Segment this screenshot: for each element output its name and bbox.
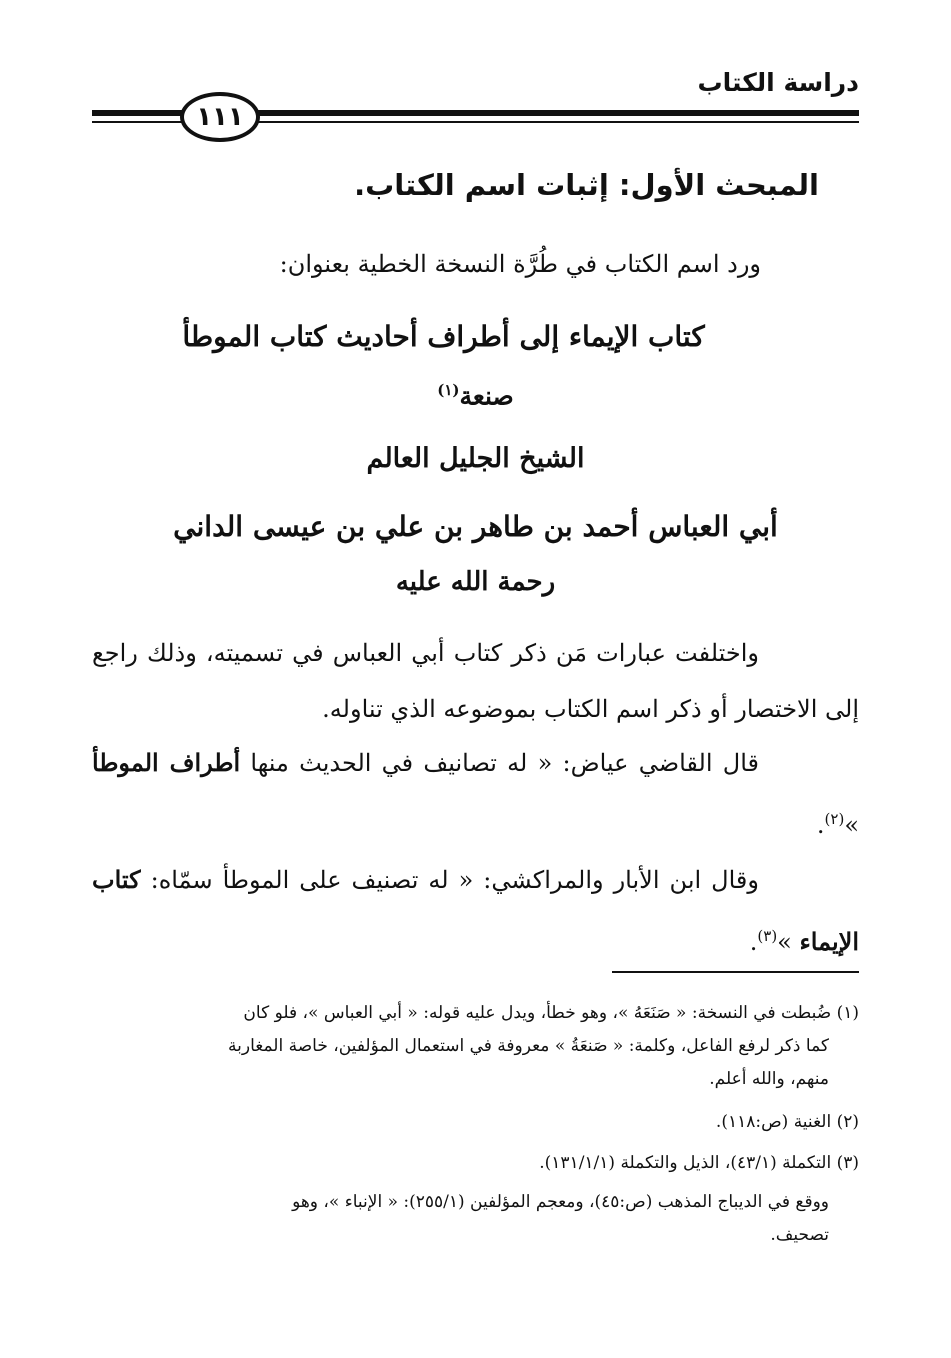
footnote-1 — [92, 997, 859, 1096]
footnote-1-line-a: (١) ضُبطت في النسخة: « صَنَعَهُ »، وهو خطأ، ويدل عليه قوله: « أبي العباس »، فلو كان — [243, 1003, 859, 1023]
footnote-3-note-line-b: تصحيف. — [770, 1225, 829, 1245]
author-credit-label: صنعة — [459, 381, 514, 411]
page-number: ١١١ — [180, 92, 260, 142]
section-title: المبحث الأول: إثبات اسم الكتاب. — [354, 168, 819, 202]
iyad-quote-bold: أطراف الموطأ — [92, 748, 241, 777]
footnote-separator — [612, 971, 859, 973]
iyad-quote-text: قال القاضي عياض: « له تصانيف في الحديث منها — [250, 749, 759, 777]
book-title: كتاب الإيماء إلى أطراف أحاديث كتاب الموطأ — [182, 320, 705, 353]
footnote-3-note — [92, 1186, 859, 1252]
intro-line: ورد اسم الكتاب في طُرَّة النسخة الخطية بعنوان: — [279, 250, 761, 278]
footnote-ref-3: (٣) — [757, 927, 778, 945]
footnote-ref-1: (١) — [437, 381, 460, 399]
author-name: أبي العباس أحمد بن طاهر بن علي بن عيسى الداني — [173, 510, 778, 543]
footnote-ref-2: (٢) — [824, 810, 845, 828]
author-blessing: رحمة الله عليه — [395, 567, 556, 597]
author-honorific: الشيخ الجليل العالم — [366, 443, 585, 474]
paragraph-iyad-quote: قال القاضي عياض: « له تصانيف في الحديث منها أطراف الموطأ »$^{(٢)}$. — [92, 748, 859, 839]
footnote-3-note-line-a: ووقع في الديباج المذهب (ص:٤٥)، ومعجم المؤلفين (٢٥٥/١): « الإنباء »، وهو — [292, 1192, 829, 1212]
author-credit — [92, 381, 859, 410]
abbar-quote-bold: كتاب الإيماء — [92, 865, 859, 956]
abbar-quote-text: وقال ابن الأبار والمراكشي: « له تصنيف على الموطأ سمّاه: — [150, 866, 759, 894]
footnote-3: (٣) التكملة (٤٣/١)، الذيل والتكملة (١٣١/١/١). — [539, 1153, 859, 1173]
paragraph-naming — [92, 625, 859, 737]
footnote-1-line-b: كما ذكر لرفع الفاعل، وكلمة: « صَنعَةُ » معروفة في استعمال المؤلفين، خاصة المغاربة — [228, 1036, 829, 1056]
paragraph-naming-text: واختلفت عبارات مَن ذكر كتاب أبي العباس في تسميته، وذلك راجع إلى الاختصار أو ذكر اسم الكتاب بموضوعه الذي تناوله. — [92, 639, 859, 723]
iyad-quote-close: » — [844, 811, 859, 839]
footnote-2: (٢) الغنية (ص:١١٨). — [715, 1112, 859, 1132]
running-title: دراسة الكتاب — [697, 68, 859, 97]
footnote-1-line-c: منهم، والله أعلم. — [709, 1069, 829, 1089]
abbar-quote-close: » — [777, 928, 800, 956]
paragraph-abbar-quote: وقال ابن الأبار والمراكشي: « له تصنيف على الموطأ سمّاه: كتاب الإيماء »$^{(٣)}$. — [92, 865, 859, 956]
